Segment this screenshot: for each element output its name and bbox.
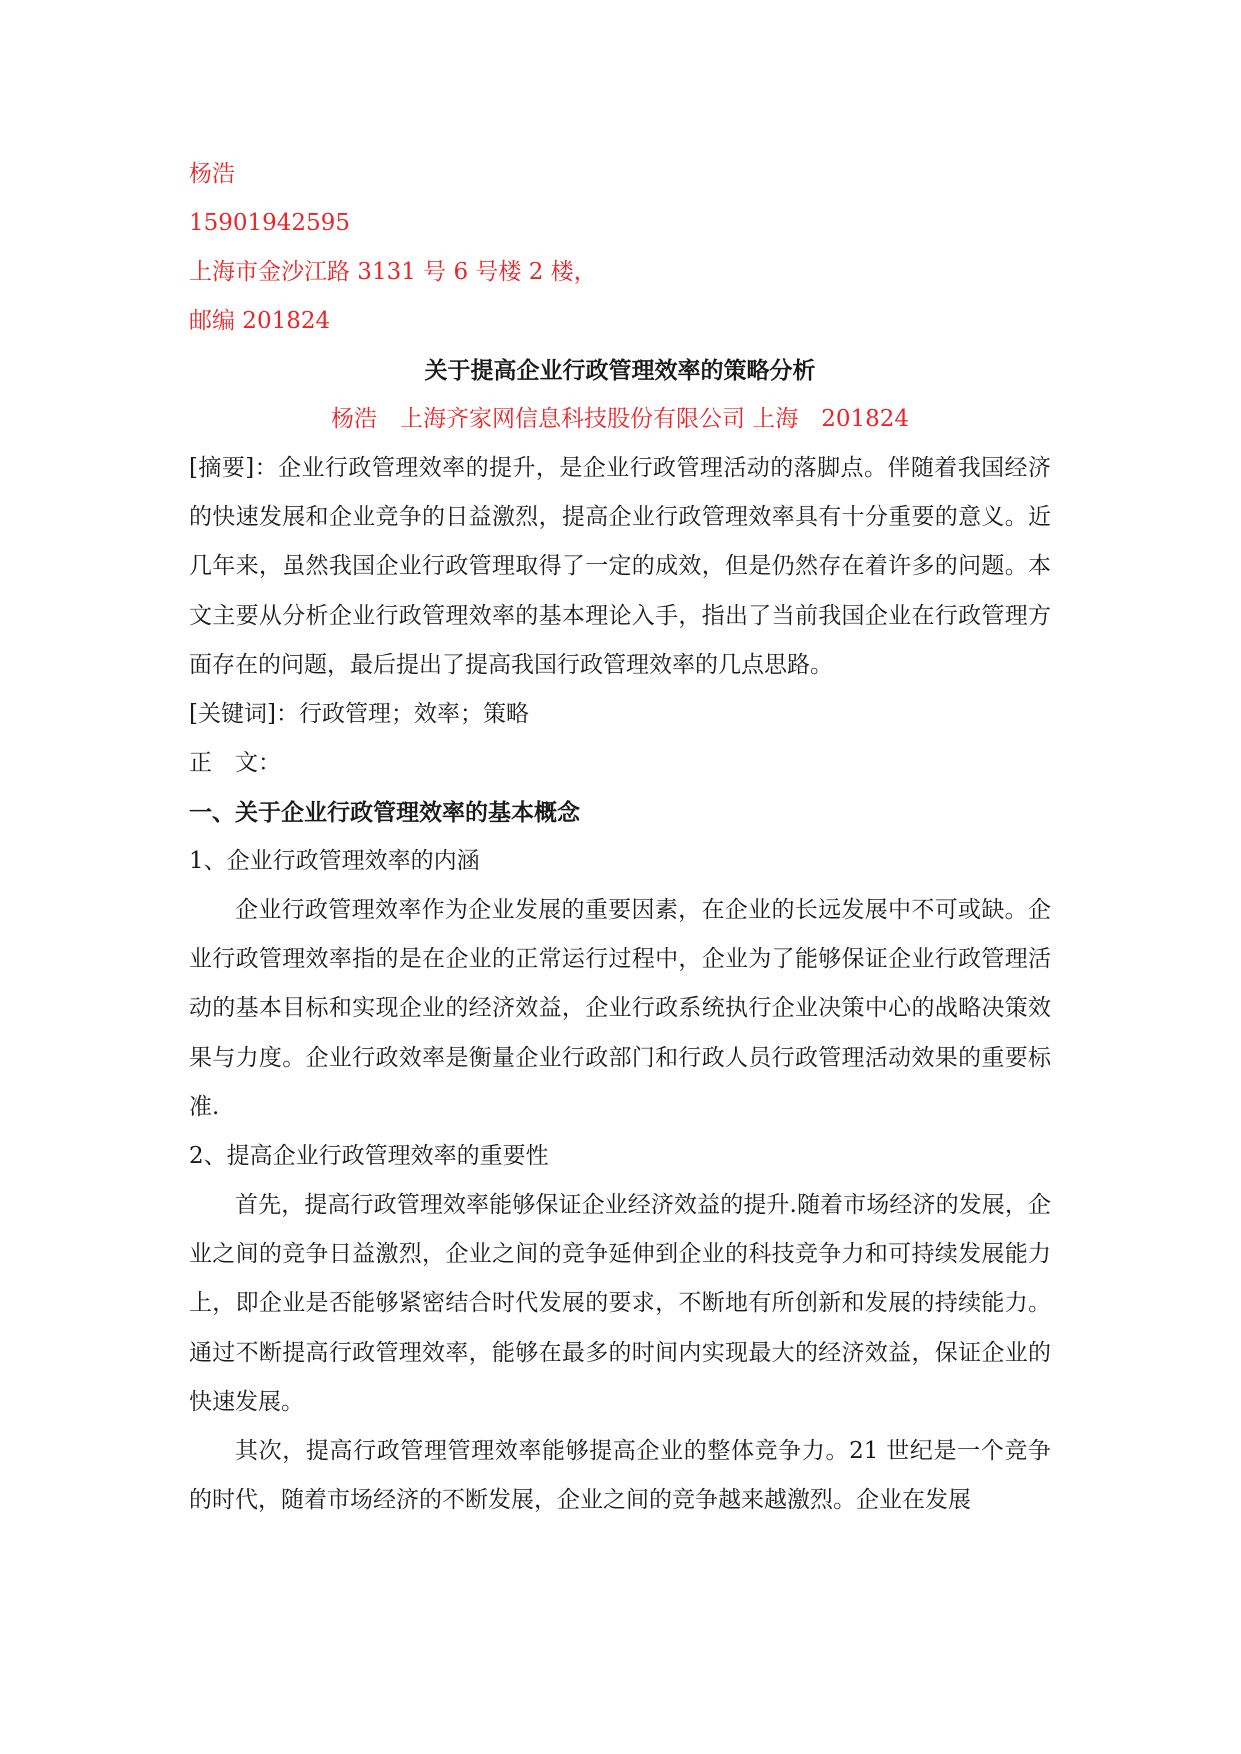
body-paragraph: 首先，提高行政管理效率能够保证企业经济效益的提升.随着市场经济的发展，企业之间的竞争日益激烈，企业之间的竞争延伸到企业的科技竞争力和可持续发展能力上，即企业是否能够紧密结合时代发展的要求，不断地有所创新和发展的持续能力。通过不断提高行政管理效率，能够在最多的时间内实现最大的经济效益，保证企业的快速发展。 bbox=[189, 1192, 1051, 1415]
section-heading: 一、关于企业行政管理效率的基本概念 bbox=[189, 799, 580, 827]
contact-address: 上海市金沙江路 3131 号 6 号楼 2 楼， bbox=[189, 259, 597, 285]
contact-postcode: 邮编 201824 bbox=[189, 308, 331, 334]
body-paragraph: 企业行政管理效率作为企业发展的重要因素，在企业的长远发展中不可或缺。企业行政管理效率指的是在企业的正常运行过程中，企业为了能够保证企业行政管理活动的基本目标和实现企业的经济效益，企业行政系统执行企业决策中心的战略决策效果与力度。企业行政效率是衡量企业行政部门和行政人员行政管理活动效果的重要标准. bbox=[189, 897, 1051, 1120]
article-byline: 杨浩 上海齐家网信息科技股份有限公司 上海 201824 bbox=[330, 406, 910, 432]
document-page bbox=[189, 150, 1051, 1525]
subsection-heading: 1、企业行政管理效率的内涵 bbox=[189, 848, 480, 875]
body-paragraph: 其次，提高行政管理管理效率能够提高企业的整体竞争力。21 世纪是一个竞争的时代，随着市场经济的不断发展，企业之间的竞争越来越激烈。企业在发展 bbox=[189, 1438, 1051, 1514]
abstract-paragraph: [摘要]：企业行政管理效率的提升，是企业行政管理活动的落脚点。伴随着我国经济的快速发展和企业竞争的日益激烈，提高企业行政管理效率具有十分重要的意义。近几年来，虽然我国企业行政管理取得了一定的成效，但是仍然存在着许多的问题。本文主要从分析企业行政管理效率的基本理论入手，指出了当前我国企业在行政管理方面存在的问题，最后提出了提高我国行政管理效率的几点思路。 bbox=[189, 455, 1051, 678]
contact-phone: 15901942595 bbox=[189, 210, 350, 236]
keywords-line: [关键词]：行政管理；效率；策略 bbox=[189, 701, 529, 728]
article-title: 关于提高企业行政管理效率的策略分析 bbox=[424, 357, 816, 384]
contact-name: 杨浩 bbox=[189, 161, 235, 187]
body-label: 正 文： bbox=[189, 750, 281, 777]
subsection-heading: 2、提高企业行政管理效率的重要性 bbox=[189, 1143, 549, 1170]
